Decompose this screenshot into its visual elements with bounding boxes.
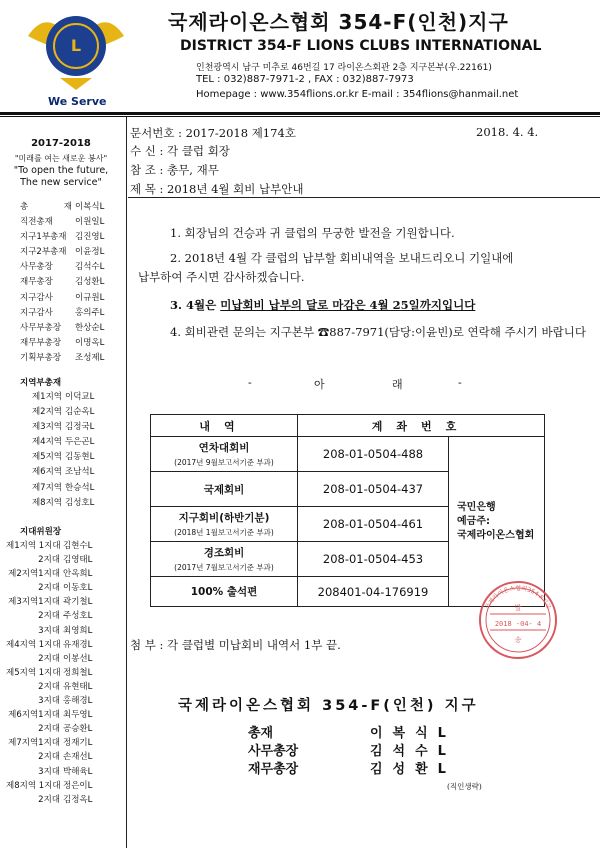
org-phone-fax: TEL : 032)887-7971-2 , FAX : 032)887-7973: [196, 74, 414, 85]
zone-row: 제7지역1지대 정재기L: [8, 738, 93, 749]
zone-row: 제3지역1지대 곽기철L: [8, 597, 93, 608]
stamp-date: 2018 -04- 4: [494, 620, 542, 628]
region-row: 제1지역 이덕교L: [31, 392, 95, 402]
deadline-notice: 미납회비 납부의 달로 마감은 4월 25일까지입니다: [220, 298, 476, 312]
reference: 참 조 : 총무, 재무: [130, 163, 219, 177]
table-header-row: [151, 415, 545, 437]
sidebar-motto-korean: "미래를 여는 새로운 봉사": [14, 154, 108, 163]
region-row: 제6지역 조남석L: [31, 467, 95, 478]
dispatch-stamp: [476, 578, 560, 662]
zone-row: 2지대 손재선L: [38, 752, 93, 763]
officer-list: [20, 200, 104, 366]
zone-row: 2지대 이봉선L: [38, 653, 93, 664]
stamp-bottom: 송: [514, 636, 522, 644]
region-list: [12, 390, 94, 511]
org-web-email: Homepage : www.354flions.or.kr E-mail : 354flions@hanmail.net: [196, 89, 519, 100]
paragraph-4: 4. 회비관련 문의는 지구본부 ☎887-7971(담당:이윤빈)로 연락해 주시기 바랍니다: [170, 325, 586, 339]
recipient: 수 신 : 각 클럽 회장: [130, 144, 230, 158]
motto-en-line: The new service": [20, 177, 102, 188]
table-row: 연차대회비 (2017년 9월보고서기준 부과) 208-01-0504-488 국민은행 예금주: 국제라이온스협회: [151, 437, 545, 472]
stamp-mark: 발: [514, 604, 522, 612]
zone-row: 3지대 최영희L: [38, 625, 93, 636]
seal-omitted-note: (직인생략): [447, 782, 482, 791]
officer-row: 기획부총장 조성제L: [20, 352, 105, 363]
sidebar-divider: [126, 117, 127, 848]
paragraph-2: 2. 2018년 4월 각 클럽의 납부할 회비내역을 보내드리오니 기일내에: [170, 251, 514, 265]
officer-row: 지구감사 이규원L: [20, 292, 105, 303]
table-row: 국제회비 208-01-0504-437: [151, 472, 545, 507]
officer-row: 사무총장 김석수L: [20, 262, 105, 273]
header-item: 내역: [151, 415, 298, 437]
slogan: We Serve: [48, 95, 107, 108]
signature-title: 국제라이온스협회 354-F(인천) 지구: [178, 698, 479, 714]
org-address: 인천광역시 남구 미추로 46번길 17 라이온스회관 2층 지구본부(우.22161): [196, 63, 492, 73]
zone-list: [6, 539, 92, 807]
zone-row: 제8지역 1지대 정은이L: [6, 780, 93, 791]
svg-text:L: L: [70, 36, 82, 55]
header-account: 계좌번호: [298, 415, 545, 437]
header-divider-thin: [0, 116, 600, 117]
zone-row: 3지대 홍해경L: [38, 696, 93, 707]
paragraph-1: 1. 회장님의 건승과 귀 클럽의 무궁한 발전을 기원합니다.: [170, 226, 455, 240]
attachment-note: 첨 부 : 각 클럽별 미납회비 내역서 1부 끝.: [130, 638, 341, 652]
zone-row: 2지대 김영태L: [38, 555, 93, 566]
paragraph-3: 3. 4월은 미납회비 납부의 달로 마감은 4월 25일까지입니다: [170, 298, 476, 312]
region-row: 제2지역 김순옥L: [31, 407, 95, 418]
officer-row: 총 재 이복식L: [20, 202, 105, 212]
bank-info: 국민은행 예금주: 국제라이온스협회: [449, 437, 545, 607]
officer-row: 사무부총장 한상순L: [20, 322, 105, 333]
table-row: 100% 출석편 208401-04-176919: [151, 577, 545, 607]
officer-row: 지구1부총재 김진영L: [20, 232, 105, 243]
officer-row: 재무부총장 이명옥L: [20, 337, 105, 348]
officer-row: 직전총재 이원일L: [20, 217, 105, 228]
officer-row: 지구감사 홍의주L: [20, 307, 105, 318]
officer-row: 재무총장 김성환L: [20, 277, 105, 288]
region-row: 제5지역 김동현L: [31, 452, 95, 463]
paragraph-2-continued: 납부하여 주시면 감사하겠습니다.: [138, 270, 305, 284]
org-title-english: DISTRICT 354-F LIONS CLUBS INTERNATIONAL: [180, 38, 542, 54]
org-title-korean: 국제라이온스협회 354-F(인천)지구: [168, 10, 509, 34]
signer-row: 총재 이복식L: [248, 726, 456, 741]
subject: 제 목 : 2018년 4월 회비 납부안내: [130, 182, 304, 196]
zone-row: 2지대 김정옥L: [38, 794, 93, 805]
zone-row: 3지대 박해육L: [38, 766, 93, 777]
region-row: 제8지역 김성호L: [31, 497, 95, 508]
region-heading: 지역부총재: [20, 378, 62, 388]
stamp-text: 국제라이온스협회354-F지구: [483, 584, 553, 611]
lions-clubs-emblem-icon: [26, 6, 126, 92]
signer-row: 사무총장 김석수L: [248, 744, 456, 759]
zone-row: 제6지역1지대 최두영L: [8, 710, 93, 721]
zone-row: 2지대 유현태L: [38, 681, 93, 692]
zone-row: 제1지역 1지대 김현수L: [6, 541, 93, 551]
region-row: 제7지역 한승석L: [31, 482, 95, 493]
zone-row: 2지대 공승환L: [38, 724, 93, 735]
memo-divider: [128, 197, 600, 198]
document-date: 2018. 4. 4.: [476, 125, 539, 139]
header-divider: [0, 112, 600, 115]
signer-row: 재무총장 김성환L: [248, 762, 456, 777]
region-row: 제3지역 김정국L: [31, 422, 95, 433]
table-row: 경조회비 (2017년 7월보고서기준 부과) 208-01-0504-453: [151, 542, 545, 577]
sidebar-motto-english: [0, 165, 122, 189]
sidebar-year: 2017-2018: [31, 138, 91, 149]
zone-row: 2지대 이동호L: [38, 583, 93, 594]
zone-heading: 지대위원장: [20, 527, 62, 537]
zone-row: 제5지역 1지대 정희철L: [6, 667, 93, 678]
zone-row: 제2지역1지대 안옥희L: [8, 569, 93, 580]
zone-row: 제4지역 1지대 유재경L: [6, 639, 93, 650]
document-number: 문서번호 : 2017-2018 제174호: [130, 126, 296, 140]
zone-row: 2지대 주성호L: [38, 611, 93, 622]
officer-row: 지구2부총재 이윤정L: [20, 247, 105, 258]
region-row: 제4지역 두은곤L: [31, 437, 95, 448]
motto-en-line: "To open the future,: [13, 165, 109, 176]
table-row: 지구회비(하반기분) (2018년 1월보고서기준 부과) 208-01-0504-461: [151, 507, 545, 542]
